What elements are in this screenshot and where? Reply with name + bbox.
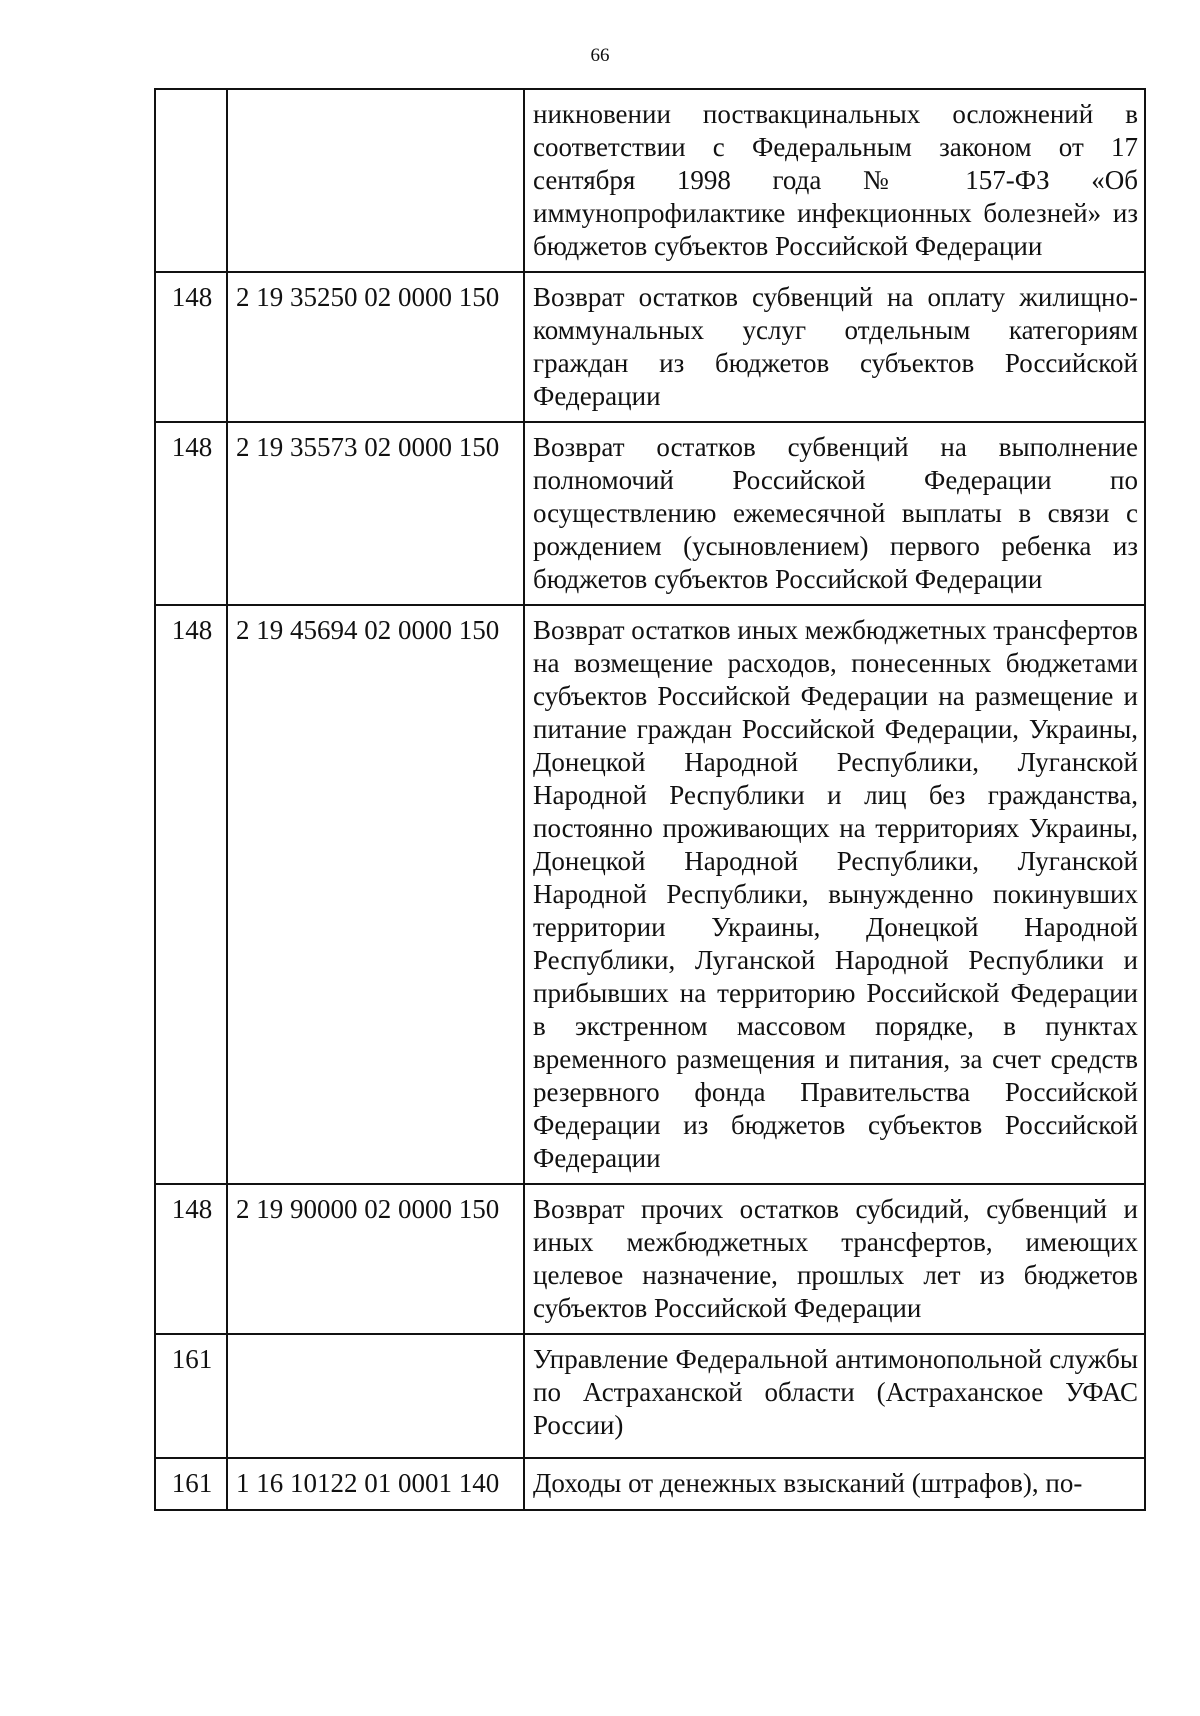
admin-code-cell: 148 [155, 422, 227, 605]
description-cell: Управление Федеральной антимонопольной службы по Астраханской области (Астраханское УФАС России) [524, 1334, 1145, 1458]
admin-code-cell: 148 [155, 605, 227, 1184]
description-cell: никновении поствакцинальных осложнений в соответствии с Федеральным законом от 17 сентября 1998 года № 157-ФЗ «Об иммунопрофилактике инфекционных болезней» из бюджетов субъектов Российской Федерации [524, 89, 1145, 272]
table-row [155, 272, 1145, 422]
description-cell: Возврат остатков субвенций на выполнение полномочий Российской Федерации по осуществлению ежемесячной выплаты в связи с рождением (усыновлением) первого ребенка из бюджетов субъектов Российской Федерации [524, 422, 1145, 605]
admin-code-cell: 161 [155, 1458, 227, 1510]
revenue-codes-table [154, 88, 1146, 1511]
budget-code-cell: 2 19 35250 02 0000 150 [227, 272, 524, 422]
description-cell: Доходы от денежных взысканий (штрафов), по- [524, 1458, 1145, 1510]
description-cell: Возврат прочих остатков субсидий, субвенций и иных межбюджетных трансфертов, имеющих целевое назначение, прошлых лет из бюджетов субъектов Российской Федерации [524, 1184, 1145, 1334]
table-row [155, 1458, 1145, 1510]
table-row [155, 1334, 1145, 1458]
admin-code-cell: 148 [155, 272, 227, 422]
description-cell: Возврат остатков иных межбюджетных трансфертов на возмещение расходов, понесенных бюджетами субъектов Российской Федерации на размещение и питание граждан Российской Федерации, Украины, Донецкой Народной Республики, Луганской Народной Республики и лиц без гражданства, постоянно проживающих на территориях Украины, Донецкой Народной Республики, Луганской Народной Республики, вынужденно покинувших территории Украины, Донецкой Народной Республики, Луганской Народной Республики и прибывших на территорию Российской Федерации в экстренном массовом порядке, в пунктах временного размещения и питания, за счет средств резервного фонда Правительства Российской Федерации из бюджетов субъектов Российской Федерации [524, 605, 1145, 1184]
budget-code-cell: 1 16 10122 01 0001 140 [227, 1458, 524, 1510]
budget-code-cell [227, 89, 524, 272]
admin-code-cell [155, 89, 227, 272]
budget-code-cell: 2 19 35573 02 0000 150 [227, 422, 524, 605]
table-row [155, 605, 1145, 1184]
admin-code-cell: 161 [155, 1334, 227, 1458]
budget-code-cell [227, 1334, 524, 1458]
budget-code-cell: 2 19 90000 02 0000 150 [227, 1184, 524, 1334]
admin-code-cell: 148 [155, 1184, 227, 1334]
budget-code-cell: 2 19 45694 02 0000 150 [227, 605, 524, 1184]
description-cell: Возврат остатков субвенций на оплату жилищно-коммунальных услуг отдельным категориям граждан из бюджетов субъектов Российской Федерации [524, 272, 1145, 422]
table-row [155, 89, 1145, 272]
page-number: 66 [590, 45, 610, 66]
table-row [155, 1184, 1145, 1334]
table-row [155, 422, 1145, 605]
